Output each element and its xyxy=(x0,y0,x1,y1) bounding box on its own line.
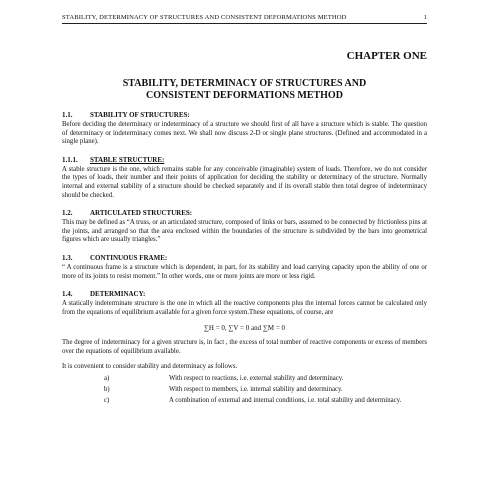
page-number: 1 xyxy=(423,14,427,21)
stability-list xyxy=(62,375,427,406)
section-title: CONTINUOUS FRAME: xyxy=(90,253,168,262)
section-number: 1.1.1. xyxy=(62,155,78,164)
running-header xyxy=(62,14,427,24)
running-title: STABILITY, DETERMINACY OF STRUCTURES AND CONSISTENT DEFORMATIONS METHOD xyxy=(62,14,347,21)
section-title: DETERMINACY: xyxy=(90,290,146,299)
list-text: A combination of external and internal conditions, i.e. total stability and determinacy. xyxy=(169,397,402,405)
degree-of-indeterminacy-paragraph: The degree of indeterminacy for a given structure is, in fact , the excess of total number of reactive components or excess of members over the equations of equilibrium available. xyxy=(62,339,427,355)
list-letter: b) xyxy=(104,386,110,394)
chapter-title-line1: STABILITY, DETERMINACY OF STRUCTURES AND xyxy=(122,78,367,89)
list-item xyxy=(62,375,427,384)
section-heading-1-2 xyxy=(62,209,427,217)
section-heading-1-1-1 xyxy=(62,156,427,164)
section-heading-1-1 xyxy=(62,111,427,119)
section-text-1-3: “ A continuous frame is a structure which is dependent, in part, for its stability and load carrying capacity upon the ability of one or more of its joints to resist moment.” In other words, one or more joints are more or less rigid. xyxy=(62,263,427,280)
list-text: With respect to members, i.e. internal stability and determinacy. xyxy=(169,386,343,394)
section-text-1-4: A statically indeterminate structure is the one in which all the reactive components plus the internal forces cannot be calculated only from the equations of equilibrium available for a given force system.These equations, of course, are xyxy=(62,300,427,316)
equilibrium-equations: ∑H = 0, ∑V = 0 and ∑M = 0 xyxy=(203,324,286,333)
section-heading-1-3 xyxy=(62,254,427,262)
section-title: STABILITY OF STRUCTURES: xyxy=(90,111,190,119)
section-heading-1-4 xyxy=(62,290,427,298)
list-letter: a) xyxy=(104,375,110,383)
section-text-1-1-1: A stable structure is the one, which remains stable for any conceivable (imaginable) system of loads. Therefore, we do not consider the types of loads, their number and their points of application for deciding the stability or determinacy of the structure. Normally internal and external stability of a structure should be checked separately and if its overall stable then total degree of indeterminacy should be checked. xyxy=(62,165,427,199)
list-letter: c) xyxy=(104,397,110,405)
list-text: With respect to reactions, i.e. external stability and determinacy. xyxy=(169,375,344,383)
list-item xyxy=(62,386,427,395)
section-title: ARTICULATED STRUCTURES: xyxy=(90,209,193,218)
section-text-1-2: This may be defined as “A truss, or an articulated structure, composed of links or bars, assumed to be connected by frictionless pins at the joints, and arranged so that the area enclosed within the boundaries of the structure is subdivided by the bars into geometrical figures which are usually triangles.” xyxy=(62,219,427,244)
chapter-title xyxy=(62,78,427,102)
section-number: 1.1. xyxy=(62,111,73,119)
section-number: 1.3. xyxy=(62,253,73,262)
section-text-1-1: Before deciding the determinacy or indeterminacy of a structure we should first of all have a structure which is stable. The question of determinacy or indeterminacy comes next. We shall now discuss 2-D or single plane structures. (Defined and accommodated in a single plane). xyxy=(62,121,427,146)
section-number: 1.2. xyxy=(62,209,73,218)
chapter-title-line2: CONSISTENT DEFORMATIONS METHOD xyxy=(146,90,343,101)
list-item xyxy=(62,397,427,406)
stability-intro-paragraph: It is convenient to consider stability and determinacy as follows. xyxy=(62,362,238,370)
section-number: 1.4. xyxy=(62,290,73,299)
chapter-label: CHAPTER ONE xyxy=(346,50,427,62)
section-title: STABLE STRUCTURE: xyxy=(90,155,165,164)
